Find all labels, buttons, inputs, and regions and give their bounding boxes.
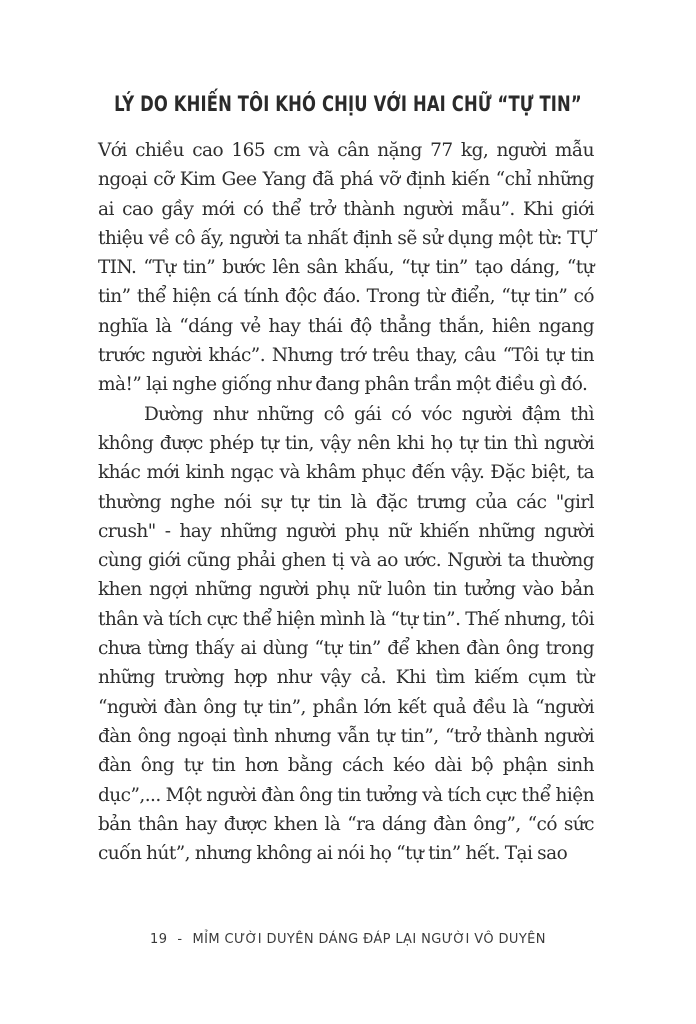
footer-separator: -	[177, 932, 183, 947]
paragraph-2: Dường như những cô gái có vóc người đậm thì không được phép tự tin, vậy nên khi họ tự tin thì người khác mới kinh ngạc và khâm phục đến vậy. Đặc biệt, ta thường nghe nói sự tự tin là đặc trưng của các "girl crush" - hay những người phụ nữ khiến những người cùng giới cũng phải ghen tị và ao ước. Người ta thường khen ngợi những người phụ nữ luôn tin tưởng vào bản thân và tích cực thể hiện mình là “tự tin”. Thế nhưng, tôi chưa từng thấy ai dùng “tự tin” để khen đàn ông trong những trường hợp như vậy cả. Khi tìm kiếm cụm từ “người đàn ông tự tin”, phần lớn kết quả đều là “người đàn ông ngoại tình nhưng vẫn tự tin”, “trở thành người đàn ông tự tin hơn bằng cách kéo dài bộ phận sinh dục”,... Một người đàn ông tin tưởng và tích cực thể hiện bản thân hay được khen là “ra dáng đàn ông”, “có sức cuốn hút”, nhưng không ai nói họ “tự tin” hết. Tại sao	[98, 403, 594, 865]
chapter-title: LÝ DO KHIẾN TÔI KHÓ CHỊU VỚI HAI CHỮ “TỰ TIN”	[114, 92, 582, 116]
paragraph-1: Với chiều cao 165 cm và cân nặng 77 kg, người mẫu ngoại cỡ Kim Gee Yang đã phá vỡ định kiến “chỉ những ai cao gầy mới có thể trở thành người mẫu”. Khi giới thiệu về cô ấy, người ta nhất định sẽ sử dụng một từ: TỰ TIN. “Tự tin” bước lên sân khấu, “tự tin” tạo dáng, “tự tin” thể hiện cá tính độc đáo. Trong từ điển, “tự tin” có nghĩa là “dáng vẻ hay thái độ thẳng thắn, hiên ngang trước người khác”. Nhưng trớ trêu thay, câu “Tôi tự tin mà!” lại nghe giống như đang phân trần một điều gì đó.	[98, 140, 594, 396]
page-number: 19	[150, 932, 168, 947]
page-footer	[0, 932, 696, 947]
running-book-title: MỈM CƯỜI DUYÊN DÁNG ĐÁP LẠI NGƯỜI VÔ DUYÊN	[192, 932, 546, 947]
body-text	[98, 136, 594, 868]
